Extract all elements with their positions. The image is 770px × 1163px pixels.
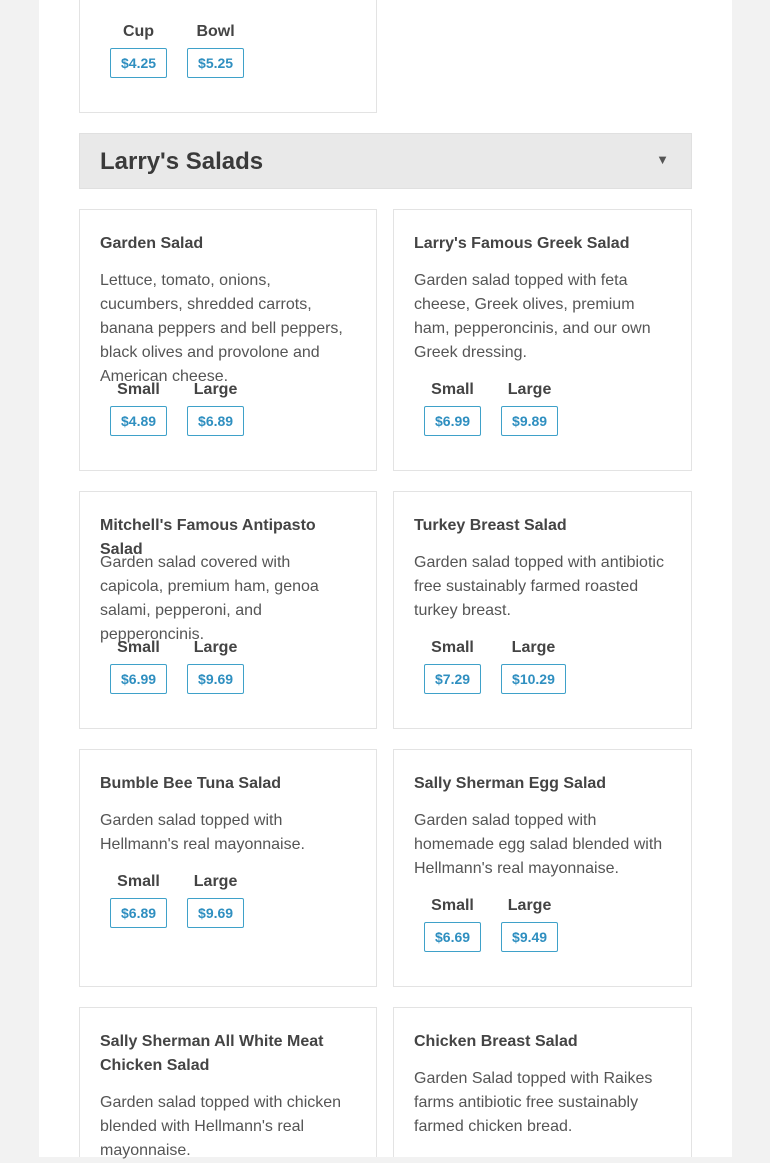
- menu-item-card: [393, 749, 692, 987]
- menu-item-card: [393, 1007, 692, 1157]
- price-option: [424, 896, 481, 952]
- price-option: [501, 638, 566, 694]
- size-label: Large: [507, 381, 552, 398]
- price-option: [110, 638, 167, 694]
- menu-item-card: [79, 749, 377, 987]
- size-label: Small: [117, 381, 160, 398]
- add-large-button[interactable]: $6.89: [187, 406, 244, 436]
- item-title: Garden Salad: [100, 235, 204, 252]
- price-option: [110, 380, 167, 436]
- item-description: Garden salad topped with homemade egg salad blended with Hellmann's real mayonnaise.: [414, 812, 663, 877]
- menu-item-card: [79, 0, 377, 113]
- size-label: Small: [431, 639, 474, 656]
- triangle-down-icon: ▼: [656, 152, 669, 167]
- add-small-button[interactable]: $6.89: [110, 898, 167, 928]
- size-label: Large: [511, 639, 556, 656]
- size-label: Cup: [122, 23, 155, 40]
- price-option: [501, 380, 558, 436]
- add-cup-button[interactable]: $4.25: [110, 48, 167, 78]
- price-option: [187, 638, 244, 694]
- price-options: [110, 380, 244, 436]
- price-option: [110, 872, 167, 928]
- size-label: Small: [431, 897, 474, 914]
- item-title: Sally Sherman All White Meat Chicken Salad: [100, 1033, 324, 1074]
- menu-item-card: [79, 209, 377, 471]
- price-option: [424, 380, 481, 436]
- price-options: [110, 638, 244, 694]
- item-title: Sally Sherman Egg Salad: [414, 775, 607, 792]
- item-description: Garden salad topped with feta cheese, Greek olives, premium ham, pepperoncinis, and our own Greek dressing.: [414, 272, 651, 361]
- add-small-button[interactable]: $7.29: [424, 664, 481, 694]
- size-label: Large: [193, 873, 238, 890]
- size-label: Bowl: [196, 23, 235, 40]
- add-small-button[interactable]: $4.89: [110, 406, 167, 436]
- menu-item-card: [79, 1007, 377, 1157]
- item-description: Garden salad topped with Hellmann's real mayonnaise.: [100, 812, 305, 853]
- price-option: [187, 380, 244, 436]
- add-large-button[interactable]: $9.69: [187, 664, 244, 694]
- add-small-button[interactable]: $6.69: [424, 922, 481, 952]
- item-description: Garden Salad topped with Raikes farms antibiotic free sustainably farmed chicken bread.: [414, 1070, 653, 1135]
- menu-item-card: [393, 491, 692, 729]
- size-label: Large: [193, 381, 238, 398]
- add-large-button[interactable]: $9.69: [187, 898, 244, 928]
- size-label: Large: [193, 639, 238, 656]
- add-small-button[interactable]: $6.99: [110, 664, 167, 694]
- item-title: Bumble Bee Tuna Salad: [100, 775, 282, 792]
- item-title: Chicken Breast Salad: [414, 1033, 578, 1050]
- item-description: Garden salad covered with capicola, premium ham, genoa salami, pepperoni, and pepperoncinis.: [100, 554, 319, 643]
- size-label: Large: [507, 897, 552, 914]
- item-title: Larry's Famous Greek Salad: [414, 235, 630, 252]
- price-option: [424, 638, 481, 694]
- size-label: Small: [117, 639, 160, 656]
- price-options: [424, 638, 566, 694]
- price-option: [187, 872, 244, 928]
- add-bowl-button[interactable]: $5.25: [187, 48, 244, 78]
- add-large-button[interactable]: $10.29: [501, 664, 566, 694]
- item-title: Mitchell's Famous Antipasto Salad: [100, 517, 316, 558]
- add-large-button[interactable]: $9.89: [501, 406, 558, 436]
- price-options: [110, 22, 244, 78]
- item-title: Turkey Breast Salad: [414, 517, 567, 534]
- price-options: [424, 380, 558, 436]
- price-option: [110, 22, 167, 78]
- item-description: Lettuce, tomato, onions, cucumbers, shredded carrots, banana peppers and bell peppers, black olives and provolone and American cheese.: [100, 272, 343, 385]
- section-header-larrys-salads[interactable]: [79, 133, 692, 189]
- add-large-button[interactable]: $9.49: [501, 922, 558, 952]
- section-title: Larry's Salads: [100, 148, 264, 175]
- menu-item-card: [393, 209, 692, 471]
- item-description: Garden salad topped with antibiotic free sustainably farmed roasted turkey breast.: [414, 554, 664, 619]
- add-small-button[interactable]: $6.99: [424, 406, 481, 436]
- item-description: Garden salad topped with chicken blended with Hellmann's real mayonnaise.: [100, 1094, 342, 1159]
- price-options: [110, 872, 244, 928]
- price-option: [187, 22, 244, 78]
- size-label: Small: [117, 873, 160, 890]
- price-option: [501, 896, 558, 952]
- size-label: Small: [431, 381, 474, 398]
- menu-page: [39, 0, 732, 1157]
- menu-item-card: [79, 491, 377, 729]
- price-options: [424, 896, 558, 952]
